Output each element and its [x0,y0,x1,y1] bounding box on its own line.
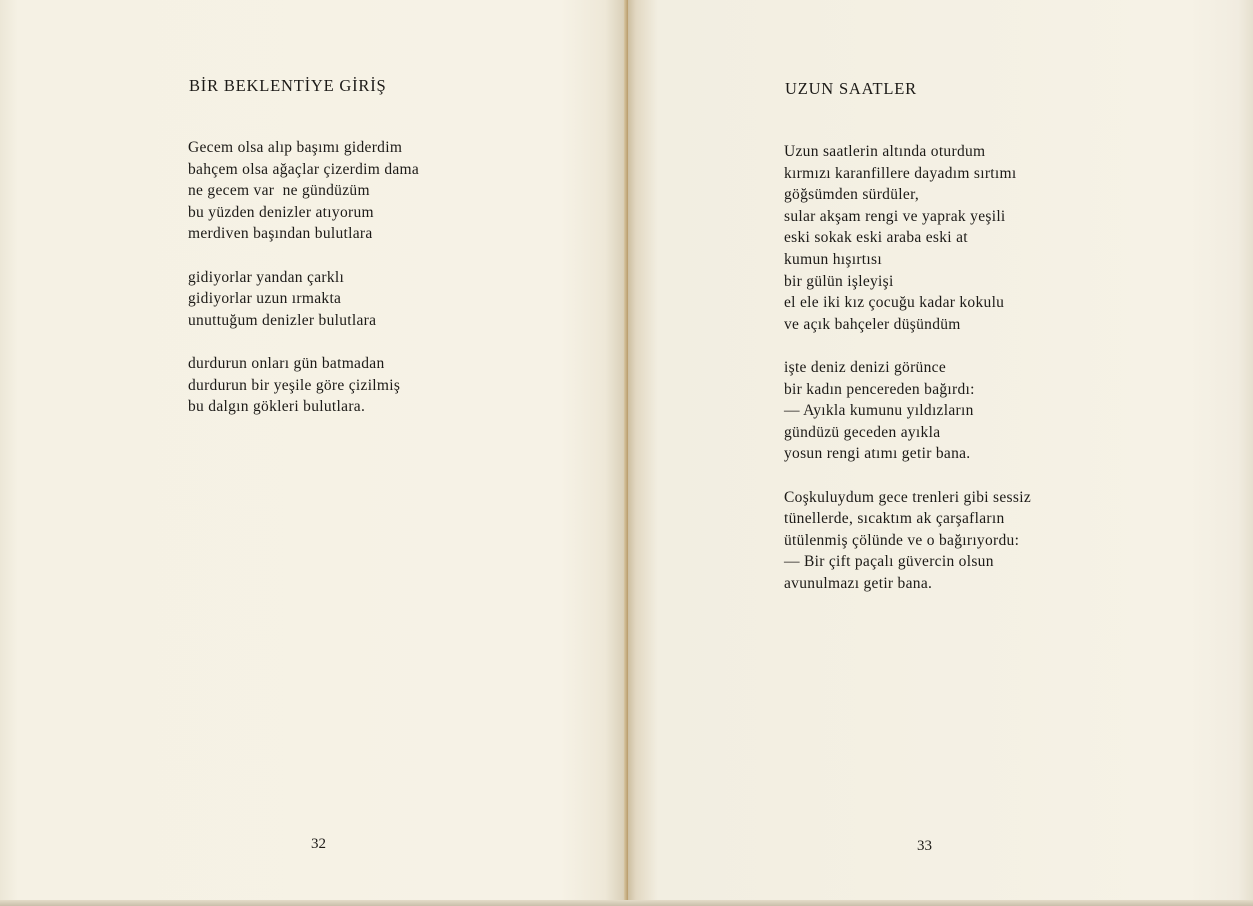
stanza [188,267,419,332]
poem-body-left [188,137,419,439]
poem-line: el ele iki kız çocuğu kadar kokulu [784,294,1005,312]
poem-line: işte deniz denizi görünce [784,358,947,376]
poem-line: bir gülün işleyişi [784,272,894,290]
poem-line: bu dalgın gökleri bulutlara. [188,398,366,416]
poem-line: ne gecem var ne gündüzüm [188,182,370,200]
poem-title-left: BİR BEKLENTİYE GİRİŞ [189,76,387,95]
poem-line: bahçem olsa ağaçlar çizerdim dama [188,160,420,178]
book-bottom-edge [0,900,1253,906]
poem-line: eski sokak eski araba eski at [784,229,968,247]
stanza [784,141,1031,335]
poem-line: tünellerde, sıcaktım ak çarşafların [784,510,1005,528]
stanza [784,357,1031,465]
poem-line: bir kadın pencereden bağırdı: [784,380,975,398]
stanza [188,353,419,418]
right-page [628,0,1253,906]
poem-line: avunulmazı getir bana. [784,574,933,592]
poem-line: ütülenmiş çölünde ve o bağırıyordu: [784,531,1020,549]
poem-line: — Ayıkla kumunu yıldızların [784,402,974,420]
poem-line: ve açık bahçeler düşündüm [784,315,961,333]
page-number-right: 33 [917,838,932,854]
poem-line: göğsümden sürdüler, [784,186,920,204]
stanza [784,487,1031,595]
poem-line: gündüzü geceden ayıkla [784,423,941,441]
poem-line: gidiyorlar uzun ırmakta [188,290,342,308]
poem-line: kırmızı karanfillere dayadım sırtımı [784,164,1017,182]
stanza [188,137,419,245]
page-number-left: 32 [311,836,326,852]
poem-body-right [784,141,1031,616]
poem-line: gidiyorlar yandan çarklı [188,268,345,286]
poem-line: unuttuğum denizler bulutlara [188,311,377,329]
poem-line: bu yüzden denizler atıyorum [188,203,374,221]
poem-line: Uzun saatlerin altında oturdum [784,143,986,160]
poem-line: durdurun onları gün batmadan [188,354,385,372]
poem-line: — Bir çift paçalı güvercin olsun [784,553,994,571]
poem-line: sular akşam rengi ve yaprak yeşili [784,207,1006,225]
poem-line: durdurun bir yeşile göre çizilmiş [188,376,401,394]
poem-line: merdiven başından bulutlara [188,225,373,243]
poem-line: yosun rengi atımı getir bana. [784,445,971,463]
poem-line: Gecem olsa alıp başımı giderdim [188,139,403,156]
poem-line: Coşkuluydum gece trenleri gibi sessiz [784,488,1031,506]
poem-title-right: UZUN SAATLER [785,79,917,98]
poem-line: kumun hışırtısı [784,250,882,268]
